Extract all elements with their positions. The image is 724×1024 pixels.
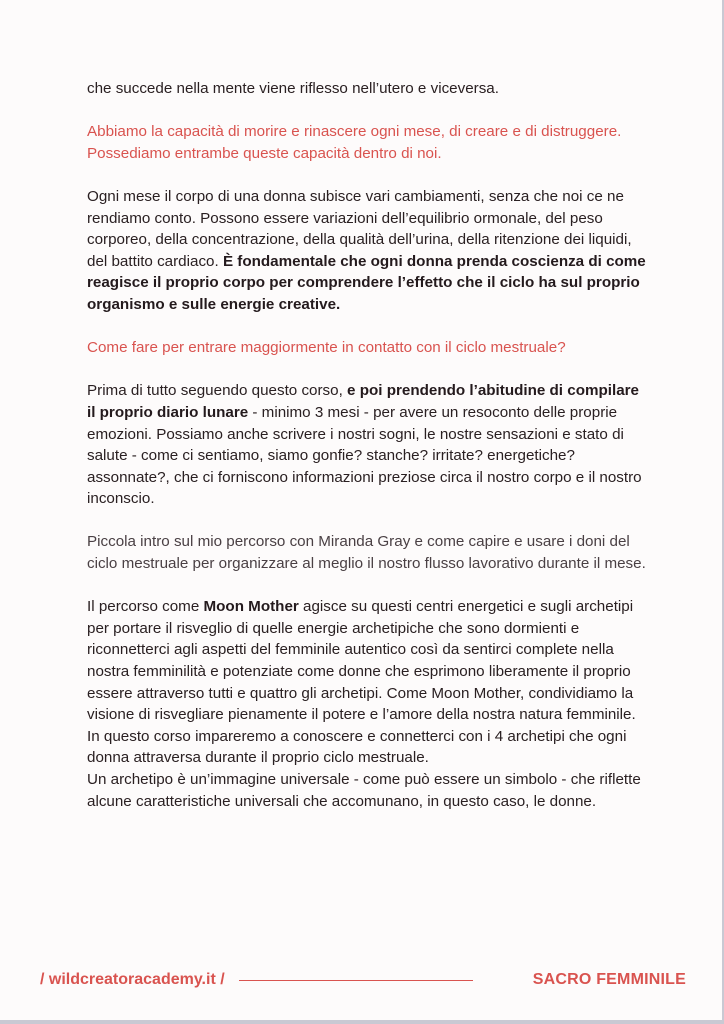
paragraph-7-start: Il percorso come [87,598,204,616]
paragraph-6: Piccola intro sul mio percorso con Miranda Gray e come capire e usare i doni del ciclo mestruale per organizzare al meglio il nostro flusso lavorativo durante il mese. [87,533,646,573]
highlight-paragraph-1: Abbiamo la capacità di morire e rinascere ogni mese, di creare e di distruggere. Possediamo entrambe queste capacità dentro di noi. [87,123,622,162]
paragraph-3-text: Ogni mese il corpo di una donna subisce vari cambiamenti, senza che noi ce ne rendiamo conto. Possono essere variazioni dell’equilibrio ormonale, del peso corporeo, della concentrazione, della qualità dell’urina, della ritenzione dei liquidi, del battito cardiaco. [87,187,632,270]
footer-site-link[interactable]: / wildcreatoracademy.it / [40,971,225,988]
page-footer [40,966,686,994]
paragraph-5 [87,380,647,510]
paragraph-7-line-3: Un archetipo è un’immagine universale - come può essere un simbolo - che riflette alcune caratteristiche universali che accomunano, in questo caso, le donne. [87,771,641,810]
paragraph-3-bold: È fondamentale che ogni donna prenda coscienza di come reagisce il proprio corpo per comprendere l’effetto che il ciclo ha sul proprio organismo e sulle energie creative. [87,252,646,313]
paragraph-7 [87,596,647,812]
paragraph-5-bold: e poi prendendo l’abitudine di compilare il proprio diario lunare [87,382,639,421]
paragraph-7-line-2: In questo corso impareremo a conoscere e connetterci con i 4 archetipi che ogni donna attraversa durante il proprio ciclo mestruale. [87,727,627,767]
paragraph-7-end: agisce su questi centri energetici e sugli archetipi per portare il risveglio di quelle energie archetipiche che sono dormienti e riconnetterci agli aspetti del femminile autentico così da sentirci complete nella nostra femminilità e potenziate come donne che esprimono liberamente il proprio essere attraverso tutti e quattro gli archetipi. Come Moon Mother, condividiamo la visione di risvegliare pienamente il potere e l’amore della nostra natura femminile. [87,598,636,724]
paragraph-5-start: Prima di tutto seguendo questo corso, [87,382,348,400]
paragraph-7-bold: Moon Mother [203,598,299,616]
paragraph-5-end: - minimo 3 mesi - per avere un resoconto delle proprie emozioni. Possiamo anche scrivere i nostri sogni, le nostre sensazioni e stato di salute - come ci sentiamo, siamo gonfie? stanche? irritate? energetiche? assonnate?, che ci forniscono informazioni preziose circa il nostro corpo e il nostro inconscio. [87,403,642,508]
highlight-question: Come fare per entrare maggiormente in contatto con il ciclo mestruale? [87,339,566,357]
footer-divider [239,980,473,981]
paragraph-1: che succede nella mente viene riflesso nell’utero e viceversa. [87,80,499,97]
body-text [87,78,647,834]
footer-section-title: SACRO FEMMINILE [532,971,686,988]
paragraph-3 [87,186,647,316]
